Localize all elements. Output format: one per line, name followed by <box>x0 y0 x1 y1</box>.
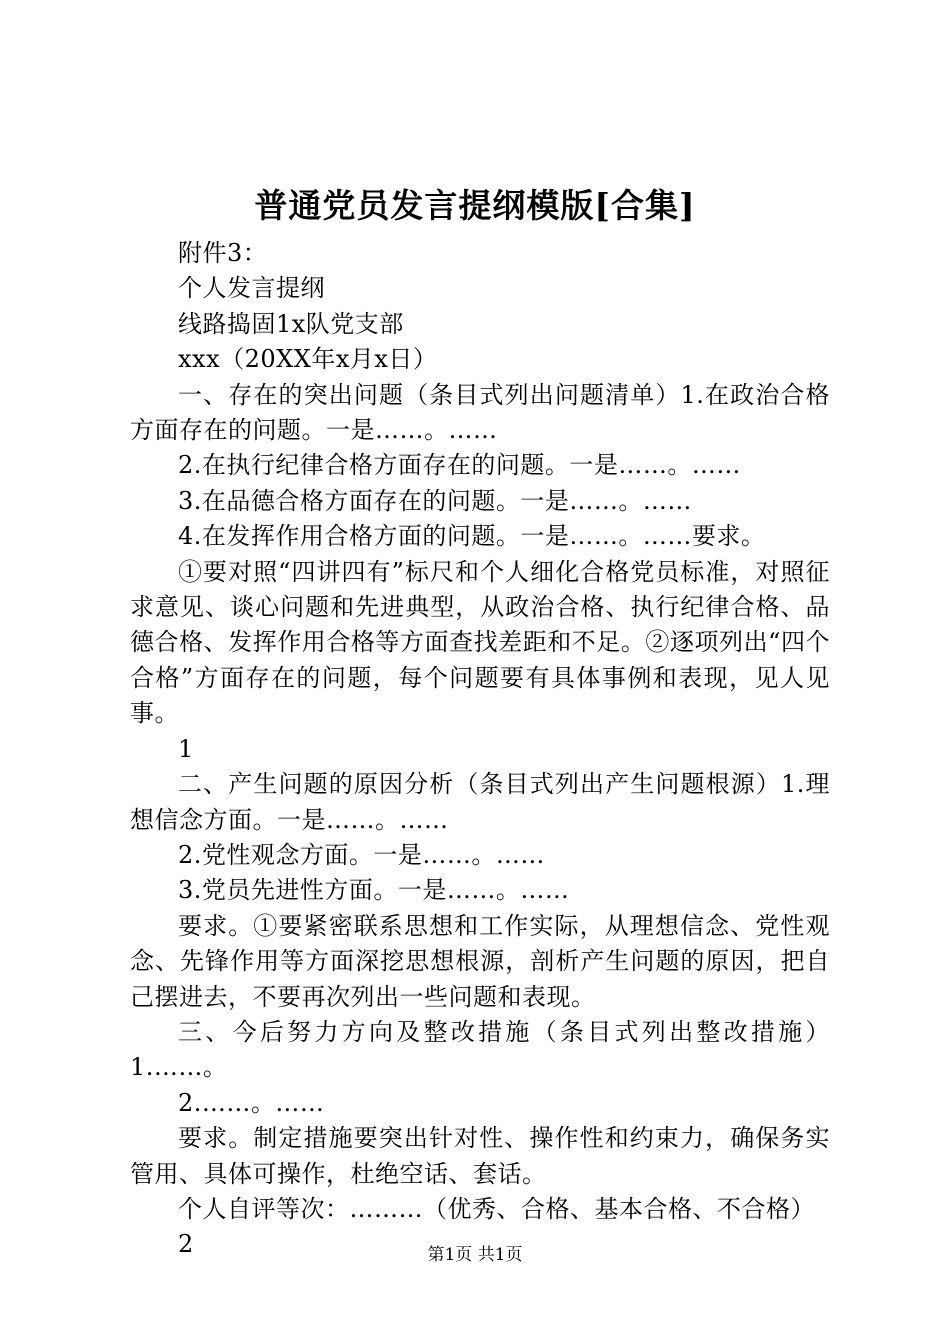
document-body <box>130 236 830 1263</box>
document-title: 普通党员发言提纲模版[合集] <box>254 186 696 225</box>
section-two-item-2: 2.党性观念方面。一是……。…… <box>178 840 545 869</box>
section-two-requirements: 要求。①要紧密联系思想和工作实际，从理想信念、党性观念、先锋作用等方面深挖思想根源，剖析产生问题的原因，把自己摆进去，不要再次列出一些问题和表现。 <box>130 911 830 1011</box>
section-three-requirements: 要求。制定措施要突出针对性、操作性和约束力，确保务实管用、具体可操作，杜绝空话、套话。 <box>130 1124 830 1188</box>
page-footer: 第1页 共1页 <box>427 1245 523 1265</box>
section-one-item-3: 3.在品德合格方面存在的问题。一是……。…… <box>178 486 692 515</box>
section-three-item-2: 2.……。…… <box>178 1088 325 1117</box>
branch-name: 线路捣固1x队党支部 <box>178 309 404 338</box>
self-evaluation-line: 个人自评等次：………（优秀、合格、基本合格、不合格） <box>178 1194 815 1223</box>
section-two-heading: 二、产生问题的原因分析（条目式列出产生问题根源）1.理想信念方面。一是……。…… <box>130 770 830 834</box>
attachment-label: 附件3： <box>178 239 268 267</box>
section-one-requirements: ①要对照“四讲四有”标尺和个人细化合格党员标准，对照征求意见、谈心问题和先进典型，从政治合格、执行纪律合格、品德合格、发挥作用合格等方面查找差距和不足。②逐项列出“四个合格”方面存在的问题，每个问题要有具体事例和表现，见人见事。 <box>130 557 830 728</box>
inline-page-number-2: 2 <box>178 1230 194 1259</box>
outline-heading: 个人发言提纲 <box>178 274 325 303</box>
section-one-item-4: 4.在发挥作用合格方面的问题。一是……。……要求。 <box>178 522 766 551</box>
section-two-item-3: 3.党员先进性方面。一是……。…… <box>178 876 570 905</box>
section-one-item-2: 2.在执行纪律合格方面存在的问题。一是……。…… <box>178 451 741 480</box>
author-date: xxx（20XX年x月x日） <box>178 345 438 374</box>
section-one-heading: 一、存在的突出问题（条目式列出问题清单）1.在政治合格方面存在的问题。一是……。…… <box>130 380 830 445</box>
section-three-heading: 三、今后努力方向及整改措施（条目式列出整改措施）1.……。 <box>130 1017 830 1082</box>
inline-page-number-1: 1 <box>178 734 194 763</box>
